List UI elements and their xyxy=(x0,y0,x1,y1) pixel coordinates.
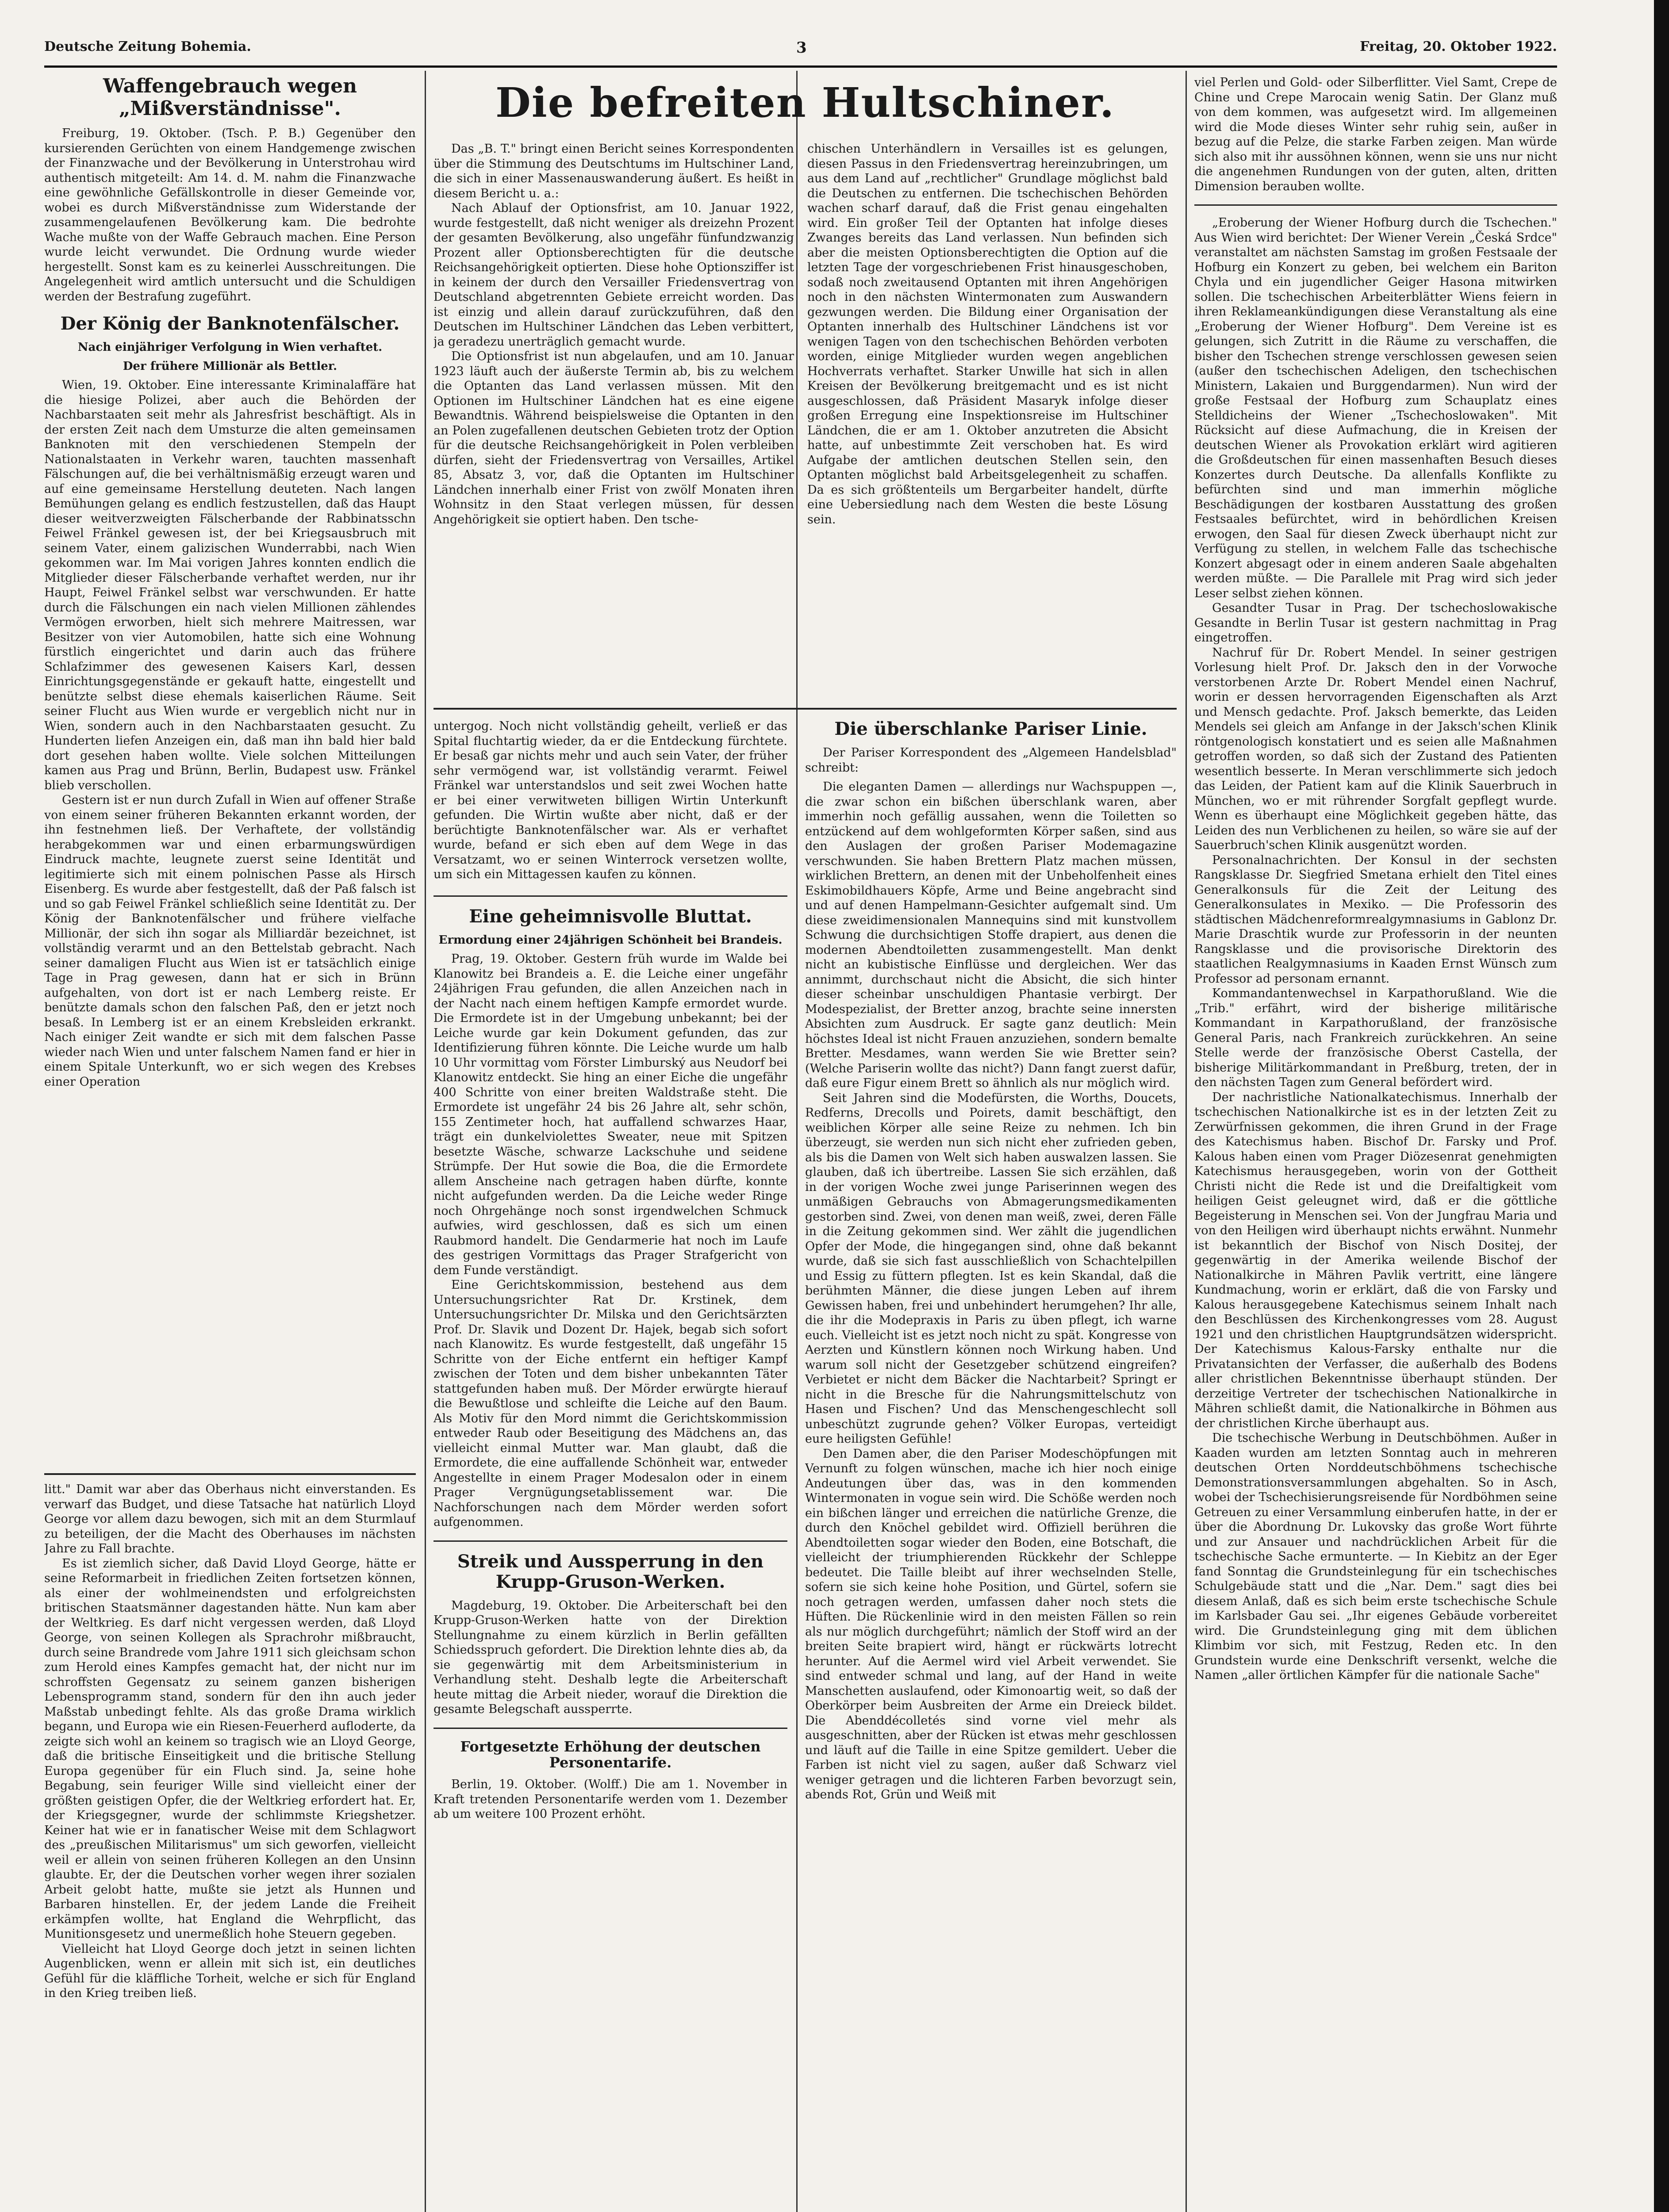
hultschiner-left-column xyxy=(434,142,794,527)
article-paragraph: Seit Jahren sind die Modefürsten, die Worths, Doucets, Redferns, Drecolls und Poirets, damit beschäftigt, den weiblichen Körper alle seine Reize zu nehmen. Ich bin überzeugt, sie werden nun sich nicht eher zufrieden geben, als bis die Damen von Welt sich haben auswalzen lassen. Sie glauben, daß ich übertreibe. Lassen Sie sich erzählen, daß in der vorigen Woche zwei junge Pariserinnen wegen des unmäßigen Gebrauchs von Abmagerungsmedikamenten gestorben sind. Zwei, von denen man weiß, zwei, deren Fälle in die Zeitung gekommen sind. Wer zählt die jugendlichen Opfer der Mode, die hingegangen sind, ohne daß bekannt wurde, daß sie sich fast ausschließlich von Schachtelpillen und Essig zu füttern pflegten. Ist es kein Skandal, daß die berühmten Männer, die diese jungen Leben auf ihrem Gewissen haben, frei und unbehindert herumgehen? Ihr alle, die ihr die Modepraxis in Paris zu üben pflegt, ich warne euch. Vielleicht ist es jetzt noch nicht zu spät. Kongresse von Aerzten und Künstlern können noch Wirkung haben. Und warum soll nicht der Gesetzgeber schützend eingreifen? Verbietet er nicht dem Bäcker die Nachtarbeit? Springt er nicht in die Bresche für die Nahrungsmittelschutz von Hasen und Fischen? Und das Menschengeschlecht soll unbeschützt zugrunde gehen? Völker Europas, verteidigt eure heiligsten Gefühle! xyxy=(805,1091,1177,1446)
page-number: 3 xyxy=(796,39,807,57)
article-paragraph: Die eleganten Damen — allerdings nur Wachspuppen —, die zwar schon ein bißchen überschlank waren, aber immerhin noch gefällig aussahen, wenn die Toiletten so entzückend auf dem wohlgeformten Körper saßen, sind aus den Auslagen der großen Pariser Modemagazine verschwunden. Sie haben Brettern Platz machen müssen, wirklichen Brettern, an denen mit der Unbeholfenheit eines Eskimobildhauers Köpfe, Arme und Beine angebracht sind und auf denen Hampelmann-Gesichter aufgemalt sind. Um diese zweidimensionalen Mannequins sind mit kunstvollem Schwung die durchsichtigen Stoffe drapiert, aus denen die modernen Abendtoiletten zusammengestellt. Man denkt nicht an kubistische Einflüsse und dergleichen. Wer das annimmt, durchschaut nicht die Absicht, die sich hinter dieser scheinbar unschuldigen Phantasie verbirgt. Der Modespezialist, der Bretter anzog, brachte seine innersten Absichten zum Ausdruck. Er sagte ganz deutlich: Mein höchstes Ideal ist nicht Frauen anzuziehen, sondern bemalte Bretter. Mesdames, wann werden Sie wie Bretter sein? (Welche Pariserin wollte das nicht?) Dann fangt zuerst dafür, daß eure Figur einem Brett so ähnlich als nur möglich wird. xyxy=(805,780,1177,1090)
article-paragraph: untergog. Noch nicht vollständig geheilt, verließ er das Spital fluchtartig wieder, da er die Entdeckung fürchtete. Er besaß gar nichts mehr und auch sein Vater, der früher sehr vermögend war, ist vollständig verarmt. Feiwel Fränkel war unterstandslos und seit zwei Wochen hatte er bei einer verwitweten billigen Wirtin Unterkunft gefunden. Die Wirtin wußte aber nicht, daß er der berüchtigte Banknotenfälscher war. Als er verhaftet wurde, befand er sich eben auf dem Wege in das Versatzamt, wo er seinen Winterrock versetzen wollte, um sich ein Mittagessen kaufen zu können. xyxy=(434,719,787,881)
news-item-personal: Personalnachrichten. Der Konsul in der sechsten Rangsklasse Dr. Siegfried Smetana erhielt den Titel eines Generalkonsuls für die Zeit der Leitung des Generalkonsulates in Mexiko. — Die Professorin des städtischen Mädchenreformrealgymnasiums in Gablonz Dr. Marie Draschtik wurde zur Professorin in der neunten Rangsklasse und die provisorische Direktorin des staatlichen Realgymnasiums in Kaaden Ernst Wünsch zum Professor ad personam ernannt. xyxy=(1194,853,1557,986)
column-rule xyxy=(425,71,426,2212)
article-banknotenfaelscher xyxy=(44,314,416,1089)
masthead xyxy=(44,39,1557,65)
headline: Fortgesetzte Erhöhung der deutschen Personentarife. xyxy=(460,1738,761,1771)
article-waffengebrauch xyxy=(44,75,416,304)
article-paragraph: Nach Ablauf der Optionsfrist, am 10. Januar 1922, wurde festgestellt, daß nicht weniger als dreizehn Prozent der gesamten Bevölkerung, also ungefähr fünfundzwanzig Prozent aller Optionsberechtigten für die deutsche Reichsangehörigkeit optierten. Diese hohe Optionsziffer ist in keinem der durch den Versailler Friedensvertrag von Deutschland abgetrennten Gebiete erreicht worden. Das ist einzig und allein darauf zurückzuführen, daß den Deutschen im Hultschiner Ländchen das Leben verbittert, ja geradezu unerträglich gemacht wurde. xyxy=(434,201,794,349)
column-2-lower xyxy=(434,719,787,2212)
subheadline: Der frühere Millionär als Bettler. xyxy=(123,359,338,373)
column-4 xyxy=(1194,75,1557,2212)
article-paragraph: Die Optionsfrist ist nun abgelaufen, und am 10. Januar 1923 läuft auch der äußerste Termin ab, bis zu welchem die Optanten das Land verlassen müssen. Mit den Optionen im Hultschiner Ländchen hat es eine eigene Bewandtnis. Während beispielsweise die Optanten in den an Polen zugefallenen deutschen Gebieten trotz der Option für die deutsche Reichsangehörigkeit in Polen verbleiben dürfen, sieht der Friedensvertrag von Versailles, Artikel 85, Absatz 3, vor, daß die Optanten im Hultschiner Ländchen innerhalb einer Frist von zwölf Monaten ihren Wohnsitz in den Staat verlegen müssen, für dessen Angehörigkeit sie optiert haben. Den tsche- xyxy=(434,349,794,526)
column-rule xyxy=(1186,71,1187,2212)
article-lloyd-george xyxy=(44,1482,416,2212)
article-hultschiner xyxy=(434,80,1177,717)
banner-headline: Die befreiten Hultschiner. xyxy=(495,80,1115,127)
masthead-title: Deutsche Zeitung Bohemia. xyxy=(44,39,251,54)
article-paragraph: Wien, 19. Oktober. Eine interessante Kriminalaffäre hat die hiesige Polizei, aber auch die Behörden der Nachbarstaaten seit mehr als Jahresfrist beschäftigt. Als in der ersten Zeit nach dem Umsturze die alten gemeinsamen Banknoten mit den verschiedenen Stempeln der Nationalstaaten in Verkehr waren, tauchten massenhaft Fälschungen auf, die bei verhältnismäßig erzeugt waren und auf eine gemeinsame Herstellung deuteten. Nach langen Bemühungen gelang es endlich festzustellen, daß das Haupt dieser weitverzweigten Fälscherbande der Rabbinatsschn Feiwel Fränkel gewesen ist, der bei Kriegsausbruch mit seinem Vater, einem galizischen Wunderrabbi, nach Wien gekommen war. Im Mai vorigen Jahres konnten endlich die Mitglieder dieser Fälscherbande verhaftet werden, nur ihr Haupt, Feiwel Fränkel selbst war verschwunden. Er hatte durch die Fälschungen ein nach vielen Millionen zählendes Vermögen erworben, hielt sich mehrere Maitressen, war Besitzer von vier Automobilen, hatte sich eine Wohnung fürstlich eingerichtet und darin auch das frühere Schlafzimmer des gewesenen Kaisers Karl, dessen Einrichtungsgegenstände er gekauft hatte, eingestellt und benützte selbst diese ehemals kaiserlichen Räume. Seit seiner Flucht aus Wien wurde er vergeblich nicht nur in Wien, sondern auch in den Nachbarstaaten gesucht. Zu Hunderten liefen Anzeigen ein, daß man ihn bald hier bald dort gesehen haben wollte. Viele solchen Mitteilungen kamen aus Prag und Brünn, Berlin, Budapest usw. Fränkel blieb verschollen. xyxy=(44,378,416,792)
masthead-date: Freitag, 20. Oktober 1922. xyxy=(1360,39,1557,54)
article-paragraph: Prag, 19. Oktober. Gestern früh wurde im Walde bei Klanowitz bei Brandeis a. E. die Leiche einer ungefähr 24jährigen Frau gefunden, die allen Anzeichen nach in der Nacht nach einem heftigen Kampfe ermordet wurde. Die Ermordete ist in der Umgebung unbekannt; bei der Leiche wurde gar kein Dokument gefunden, das zur Identifizierung führen könnte. Die Leiche wurde um halb 10 Uhr vormittag vom Förster Limburský aus Neudorf bei Klanowitz entdeckt. Sie hing an einer Eiche die ungefähr 400 Schritte von einer breiten Waldstraße steht. Die Ermordete ist ungefähr 24 bis 26 Jahre alt, sehr schön, 155 Zentimeter hoch, hat auffallend schwarzes Haar, trägt ein dunkelviolettes Sweater, neue mit Spitzen besetzte Wäsche, schwarze Lackschuhe und seidene Strümpfe. Der Hut sowie die Boa, die die Ermordete allem Anscheine nach getragen haben dürfte, konnte nicht aufgefunden werden. Da die Leiche weder Ringe noch Ohrgehänge noch sonst irgendwelchen Schmuck aufwies, wird geschlossen, daß es sich um einen Raubmord handelt. Die Gendarmerie hat noch im Laufe des gestrigen Vormittags das Prager Strafgericht von dem Funde verständigt. xyxy=(434,952,787,1277)
headline: Der König der Banknotenfälscher. xyxy=(60,313,400,334)
article-paragraph: Das „B. T." bringt einen Bericht seines Korrespondenten über die Stimmung des Deutschtums im Hultschiner Land, die sich in einer Massenauswanderung äußert. Es heißt in diesem Bericht u. a.: xyxy=(434,142,794,200)
article-paragraph: viel Perlen und Gold- oder Silberflitter. Viel Samt, Crepe de Chine und Crepe Marocain wenig Satin. Der Glanz muß von dem kommen, was aufgesetzt wird. Im allgemeinen wird die Mode dieses Winter sehr ruhig sein, außer in bezug auf die Pelze, die starke Farben zeigen. Man würde sich also mit ihr aussöhnen können, wenn sie uns nur nicht die angenehmen Rundungen von der guten, alten, dritten Dimension berauben wollte. xyxy=(1194,76,1557,193)
article-paragraph: Berlin, 19. Oktober. (Wolff.) Die am 1. November in Kraft tretenden Personentarife werden vom 1. Dezember ab um weitere 100 Prozent erhöht. xyxy=(434,1778,787,1821)
article-pariser-linie xyxy=(805,719,1177,2212)
article-paragraph: Magdeburg, 19. Oktober. Die Arbeiterschaft bei den Krupp-Gruson-Werken hatte von der Direktion Stellungnahme zu einem kürzlich in Berlin gefällten Schiedsspruch gefordert. Die Direktion lehnte dies ab, da sie gegenwärtig mit dem Arbeitsministerium in Verhandlung steht. Deshalb legte die Arbeiterschaft heute mittag die Arbeit nieder, worauf die Direktion die gesamte Belegschaft aussperrte. xyxy=(434,1598,787,1716)
news-item-mendel: Nachruf für Dr. Robert Mendel. In seiner gestrigen Vorlesung hielt Prof. Dr. Jaksch den in der Vorwoche verstorbenen Arzte Dr. Robert Mendel einen Nachruf, worin er dessen hervorragenden Eigenschaften als Arzt und Mensch gedachte. Prof. Jaksch bemerkte, das Leiden Mendels sei gleich am Anfange in der Jaksch'schen Klinik röntgenologisch konstatiert und es seien alle Maßnahmen getroffen worden, so daß sich der Zustand des Patienten wesentlich besserte. In Meran verschlimmerte sich jedoch das Leiden, der Patient kam auf die Klinik Sauerbruch in München, wo er mit rührender Sorgfalt gepflegt wurde. Wenn es überhaupt eine Möglichkeit gegeben hätte, das Leiden des nun Verblichenen zu heilen, so wäre sie auf der Sauerbruch'schen Klinik ausgenützt worden. xyxy=(1194,645,1557,852)
article-paragraph: chischen Unterhändlern in Versailles ist es gelungen, diesen Passus in den Friedensvertrag hereinzubringen, um aus dem Land auf „rechtlicher" Grundlage möglichst bald die Deutschen zu entfernen. Die tschechischen Behörden wachen scharf darauf, daß die Frist genau eingehalten wird. Ein großer Teil der Optanten hat infolge dieses Zwanges bereits das Land verlassen. Nun befinden sich aber die meisten Optionsberechtigten die Option auf die letzten Tage der vorgeschriebenen Frist hinausgeschoben, sodaß noch zweitausend Optanten mit ihren Angehörigen noch in den nächsten Wintermonaten zum Auswandern gezwungen werden. Die Bildung einer Organisation der Optanten innerhalb des Hultschiner Ländchens ist vor wenigen Tagen von den tschechischen Behörden verboten worden, einige Mitglieder wurden wegen angeblichen Hochverrats verhaftet. Starker Unwille hat sich in allen Kreisen der Bevölkerung breitgemacht und es ist nicht ausgeschlossen, daß Präsident Masaryk infolge dieser großen Erregung eine Inspektionsreise im Hultschiner Ländchen, die er am 1. Oktober anzutreten die Absicht hatte, auf unbestimmte Zeit verschoben hat. Es wird Aufgabe der amtlichen deutschen Stellen sein, den Optanten möglichst bald Arbeitsgelegenheit zu schaffen. Da es sich größtenteils um Bergarbeiter handelt, dürfte eine Uebersiedlung nach dem Westen die beste Lösung sein. xyxy=(807,142,1168,526)
news-item-tusar: Gesandter Tusar in Prag. Der tschechoslowakische Gesandte in Berlin Tusar ist gestern nachmittag in Prag eingetroffen. xyxy=(1194,601,1557,645)
section-rule xyxy=(44,1473,416,1475)
scan-edge xyxy=(1654,0,1669,2212)
headline: Waffengebrauch wegen „Mißverständnisse". xyxy=(103,75,357,120)
article-paragraph: Es ist ziemlich sicher, daß David Lloyd George, hätte er seine Reformarbeit in friedlichen Zeiten fortsetzen können, als einer der wohlmeinendsten und erfolgreichsten britischen Staatsmänner dagestanden hätte. Nun kam aber der Weltkrieg. Es darf nicht vergessen werden, daß Lloyd George, von seinen Kollegen als Sprachrohr mißbraucht, durch seine Brandrede vom Jahre 1911 sich gleichsam schon zum Herold eines Kampfes gemacht hat, der nicht nur im schroffsten Gegensatz zu seinem ganzen bisherigen Lebensprogramm stand, sondern für den ihn auch jeder Maßstab unbedingt fehlte. Als das große Drama wirklich begann, und Europa wie ein Riesen-Feuerherd aufloderte, da zeigte sich wohl an keinem so tragisch wie an Lloyd George, daß die britische Einseitigkeit und die britische Stellung Europa gegenüber für ein Fluch sind. Ja, seine hohe Begabung, sein feuriger Wille sind vielleicht einer der größten geistigen Opfer, die der Weltkrieg erfordert hat. Er, der Kriegsgegner, wurde der schlimmste Kriegshetzer. Keiner hat wie er in fanatischer Weise mit dem Schlagwort des „preußischen Militarismus" um sich geworfen, vielleicht weil er allein von seinen früheren Kollegen an den Unsinn glaubte. Er, der die Deutschen vorher wegen ihrer sozialen Arbeit gelobt hatte, mußte sie jetzt als Hunnen und Barbaren hinstellen. Er, der jedem Lande die Freiheit erkämpfen wollte, hat England die Wehrpflicht, das Munitionsgesetz und unermeßlich hohe Steuern gegeben. xyxy=(44,1556,416,1941)
masthead-rule xyxy=(44,65,1557,68)
news-item-hofburg: „Eroberung der Wiener Hofburg durch die Tschechen." Aus Wien wird berichtet: Der Wiener Verein „Česká Srdce" veranstaltet am nächsten Samstag im großen Festsaale der Hofburg ein Konzert zu geben, bei welchem ein Bariton Chyla und ein jugendlicher Geiger Hasona mitwirken sollen. Die tschechischen Arbeiterblätter Wiens feiern in ihren Reklameankündigungen diese Veranstaltung als eine „Eroberung der Wiener Hofburg". Dem Vereine ist es gelungen, sich Zutritt in die Räume zu verschaffen, die bisher den Tschechen strenge verschlossen gewesen seien (außer den tschechischen Adeligen, den tschechischen Ministern, Lakaien und Burggendarmen). Nun wird der große Festsaal der Hofburg zum Schauplatz eines Stelldicheins der Wiener „Tschechoslowaken". Mit Rücksicht auf diese Aufmachung, die in Kreisen der deutschen Wiener als Provokation erklärt wird agitieren die Großdeutschen für einen massenhaften Besuch dieses Konzertes durch Deutsche. Da allenfalls Konflikte zu befürchten sind und man immerhin mögliche Beschädigungen der kostbaren Ausstattung des großen Festsaales befürchtet, wird in behördlichen Kreisen erwogen, den Saal für diesen Zweck überhaupt nicht zur Verfügung zu stellen, in welchem Falle das tschechische Konzert abgesagt oder in einem anderen Saale abgehalten werden müßte. — Die Parallele mit Prag wird sich jeder Leser selbst ziehen können. xyxy=(1194,216,1557,600)
article-paragraph: Vielleicht hat Lloyd George doch jetzt in seinen lichten Augenblicken, wenn er allein mit sich ist, ein deutliches Gefühl für die kläffliche Torheit, welche er sich für England in den Krieg treiben ließ. xyxy=(44,1942,416,2000)
article-paragraph: litt." Damit war aber das Oberhaus nicht einverstanden. Es verwarf das Budget, und diese Tatsache hat natürlich Lloyd George vor allem dazu bewogen, sich mit an dem Sturmlauf zu beteiligen, der die Macht des Oberhauses im nächsten Jahre zu Fall brachte. xyxy=(44,1482,416,1555)
headline: Die überschlanke Pariser Linie. xyxy=(834,719,1147,739)
hultschiner-right-column xyxy=(807,142,1168,527)
article-body: Freiburg, 19. Oktober. (Tsch. P. B.) Gegenüber den kursierenden Gerüchten von einem Handgemenge zwischen der Finanzwache und der Bevölkerung in Unterstrohau wird authentisch mitgeteilt: Am 14. d. M. nahm die Finanzwache eine gewöhnliche Gefällskontrolle in dieser Gemeinde vor, wobei es durch Mißverständnisse zum Widerstande der zusammengelaufenen Bevölkerung kam. Die bedrohte Wache mußte von der Waffe Gebrauch machen. Eine Person wurde leicht verwundet. Die Ordnung wurde wieder hergestellt. Sonst kam es zu keinerlei Ausschreitungen. Die Angelegenheit wird amtlich untersucht und die Schuldigen werden der Bestrafung zugeführt. xyxy=(44,127,416,303)
headline: Streik und Aussperrung in den Krupp-Gruson-Werken. xyxy=(457,1551,764,1592)
news-item-kommandant: Kommandantenwechsel in Karpathorußland. Wie die „Trib." erfährt, wird der bisherige militärische Kommandant in Karpathorußland, der französische General Paris, nach Frankreich zurückkehren. An seine Stelle werde der französische Oberst Castella, der bisherige Militärkommandant in Preßburg, treten, der in den nächsten Tagen zum General befördert wird. xyxy=(1194,987,1557,1089)
subheadline: Ermordung einer 24jährigen Schönheit bei Brandeis. xyxy=(438,933,783,947)
article-paragraph: Eine Gerichtskommission, bestehend aus dem Untersuchungsrichter Rat Dr. Krstinek, dem Untersuchungsrichter Dr. Milska und den Gerichtsärzten Prof. Dr. Slavik und Dozent Dr. Hajek, begab sich sofort nach Klanowitz. Es wurde festgestellt, daß ungefähr 15 Schritte von der Eiche entfernt ein heftiger Kampf zwischen der Toten und dem bisher unbekannten Täter stattgefunden haben muß. Der Mörder erwürgte hierauf die Bewußtlose und schleifte die Leiche auf den Baum. Als Motiv für den Mord nimmt die Gerichtskommission entweder Raub oder Beseitigung des Mädchens an, das vielleicht einmal Mutter war. Man glaubt, daß die Ermordete, die eine auffallende Schönheit war, entweder Angestellte in einem Prager Modesalon oder in einem Prager Vergnügungsetablissement war. Die Nachforschungen nach dem Mörder werden sofort aufgenommen. xyxy=(434,1278,787,1529)
news-item-katechismus: Der nachristliche Nationalkatechismus. Innerhalb der tschechischen Nationalkirche ist es in der letzten Zeit zu Zerwürfnissen gekommen, die ihren Grund in der Frage des Katechismus haben. Bischof Dr. Farsky und Prof. Kalous haben einen vom Prager Diözesenrat genehmigten Katechismus herausgegeben, worin von der Gottheit Christi nicht die Rede ist und die Dreifaltigkeit vom heiligen Geist geleugnet wird, daß er die göttliche Begeisterung in Menschen sei. Von der Jungfrau Maria und von den Heiligen wird überhaupt nichts erwähnt. Nunmehr ist bekanntlich der Bischof von Nisch Dositej, der gegenwärtig in der Amerika weilende Bischof der Nationalkirche in Mähren Pavlik vertritt, eine längere Kundmachung, worin er erklärt, daß die von Farsky und Kalous herausgegebene Katechismus seinem Inhalt nach den Beschlüssen des Kirchenkongresses vom 28. August 1921 und den christlichen Hauptgrundsätzen widerspricht. Der Katechismus Kalous-Farsky enthalte nur die Privatansichten der Verfasser, die außerhalb des Bodens aller christlichen Bekenntnisse überhaupt stünden. Der derzeitige Vertreter der tschechischen Nationalkirche in Mähren schließt damit, die Nationalkirche in Böhmen aus der christlichen Kirche überhaupt aus. xyxy=(1194,1090,1557,1430)
subheadline: Nach einjähriger Verfolgung in Wien verhaftet. xyxy=(77,341,383,354)
article-paragraph: Den Damen aber, die den Pariser Modeschöpfungen mit Vernunft zu folgen wünschen, mache ich hier noch einige Andeutungen über das, was in den kommenden Wintermonaten in vogue sein wird. Die Schöße werden noch ein bißchen länger und erreichen die natürliche Grenze, die durch den Knöchel gebildet wird. Offiziell berühren die Abendtoiletten sogar wieder den Boden, eine Botschaft, die vielleicht der triumphierenden Rückkehr der Schleppe bedeutet. Die Taille bleibt auf ihrer wechselnden Stelle, sofern sie sich keine hohe Position, und Gürtel, sofern sie noch getragen werden, umfassen daher noch stets die Hüften. Die Rückenlinie wird in den meisten Fällen so rein als nur möglich durchgeführt; nämlich der Stoff wird an der breiten Seite brapiert wird, hängt er rückwärts lotrecht herunter. Auf die Aermel wird viel Arbeit verwendet. Sie sind entweder schmal und lang, auf der Hand in weite Manschetten auslaufend, oder Kimonoartig weit, so daß der Oberkörper beim Ausbreiten der Arme ein Dreieck bildet. Die Abenddécolletés sind vorne viel mehr als ausgeschnitten, aber der Rücken ist etwas mehr geschlossen und läuft auf die Taille in eine Spitze gemildert. Ueber die Farben ist nicht viel zu sagen, außer daß Schwarz viel weniger getragen und die lichteren Farben bevorzugt sein, abends Rot, Grün und Weiß mit xyxy=(805,1447,1177,1801)
article-lead: Der Pariser Korrespondent des „Algemeen Handelsblad" schreibt: xyxy=(805,746,1177,775)
article-paragraph: Gestern ist er nun durch Zufall in Wien auf offener Straße von einem seiner früheren Bekannten erkannt worden, der ihn festnehmen ließ. Der Verhaftete, der vollständig herabgekommen war und einen erbarmungswürdigen Eindruck machte, leugnete zuerst seine Identität und legitimierte sich mit einem polnischen Passe als Hirsch Eisenberg. Es wurde aber festgestellt, daß der Paß falsch ist und so gab Feiwel Fränkel schließlich seine Identität zu. Der König der Banknotenfälscher und frühere vielfache Millionär, der sich ihn sogar als Milliardär bezeichnet, ist vollständig verarmt und an den Bettelstab gebracht. Nach seiner damaligen Flucht aus Wien ist er tatsächlich einige Tage in Prag gewesen, dann hat er sich in Brünn aufgehalten, von dort ist er nach Lemberg reiste. Er benützte damals schon den falschen Paß, den er jetzt noch besaß. In Lemberg ist er an einem Krebsleiden erkrankt. Nach einiger Zeit wandte er sich mit dem falschen Passe wieder nach Wien und unter falschem Namen fand er hier in einem Spitale Unterkunft, wo er sich wegen des Krebses einer Operation xyxy=(44,793,416,1089)
headline: Eine geheimnisvolle Bluttat. xyxy=(469,906,752,927)
section-rule xyxy=(434,708,1177,710)
news-item-demos: Die tschechische Werbung in Deutschböhmen. Außer in Kaaden wurden am letzten Sonntag auch in mehreren deutschen Orten Norddeutschböhmens tschechische Demonstrationsversammlungen abgehalten. So in Asch, wobei der Tschechisierungsreisende für Nordböhmen seine Getreuen zu einer Versammlung einberufen hatte, in der er über die Abordnung Dr. Lukovsky das große Wort führte und zur Ansauer und nachdrücklichen Arbeit für die tschechische Sache ermunterte. — In Kiebitz an der Eger fand Sonntag die Grundsteinlegung für ein tschechisches Schulgebäude statt und die „Nar. Dem." sagt dies bei diesem Anlaß, daß es sich beim erste tschechische Schule im Karlsbader Gau sei. „Ihr eigenes Gebäude vorbereitet wird. Die Grundsteinlegung ging mit dem üblichen Klimbim vor sich, mit Festzug, Reden etc. In den Grundstein wurde eine Denkschrift versenkt, welche die Namen „aller örtlichen Kämpfer für die nationale Sache" xyxy=(1194,1431,1557,1682)
